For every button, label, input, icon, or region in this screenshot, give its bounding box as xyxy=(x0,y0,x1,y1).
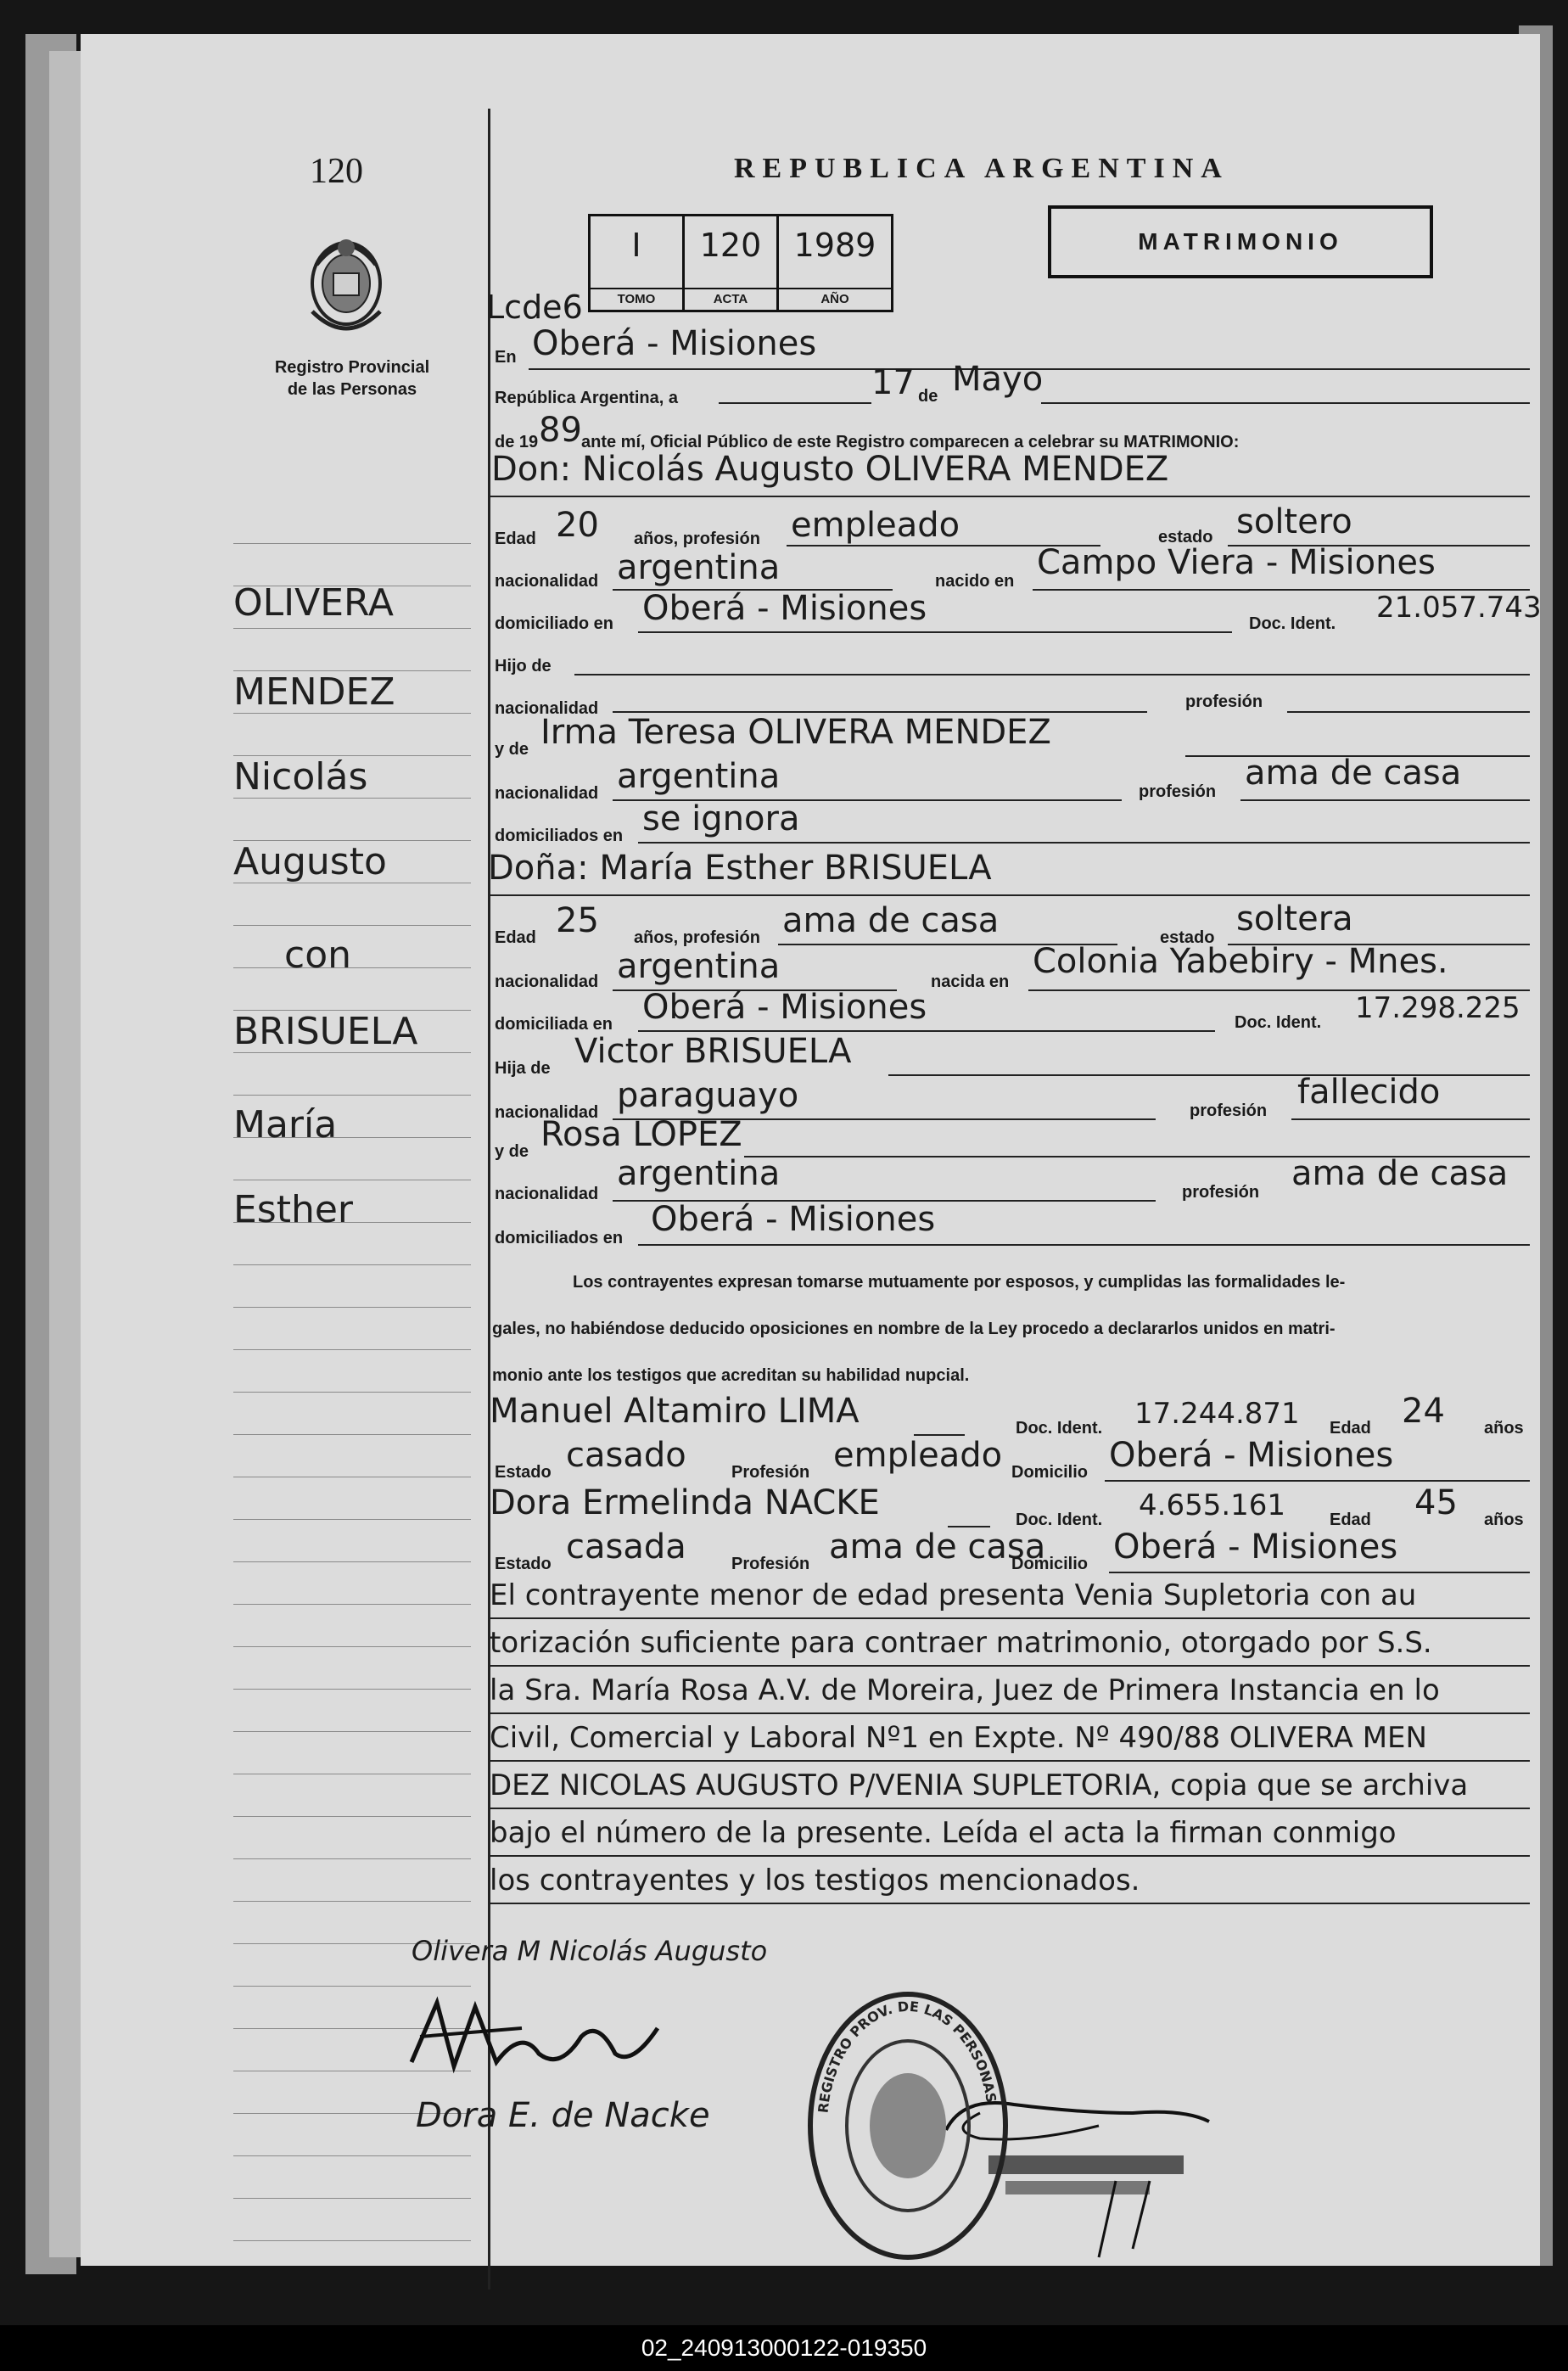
margin-rule xyxy=(233,543,471,544)
hijo-label: Hijo de xyxy=(495,657,552,675)
groom-mother: Irma Teresa OLIVERA MENDEZ xyxy=(540,713,1051,752)
acta-label: ACTA xyxy=(685,288,776,310)
registry-line-2: de las Personas xyxy=(287,380,417,399)
official-seal-stamp xyxy=(802,1986,1014,2266)
doc-label: Doc. Ident. xyxy=(1016,1511,1103,1529)
margin-name: MENDEZ xyxy=(233,670,395,714)
margin-rule xyxy=(233,1986,471,1987)
margin-rule xyxy=(233,1689,471,1690)
prefix-code: Lcde6 xyxy=(486,289,583,326)
bride-profession: ama de casa xyxy=(782,901,1000,940)
registry-label xyxy=(242,356,462,401)
margin-rule xyxy=(233,1604,471,1605)
bride-mother-profession: ama de casa xyxy=(1291,1154,1509,1193)
groom-name-row xyxy=(490,450,1535,501)
margin-name: Nicolás xyxy=(233,755,368,799)
bride-father-nationality: paraguayo xyxy=(617,1076,799,1115)
acta-value: 120 xyxy=(699,227,762,264)
groom-status: soltero xyxy=(1236,502,1352,541)
intro-prefix: de 19 xyxy=(495,433,539,451)
domicilio-label: Domicilio xyxy=(1011,1555,1089,1573)
bride-father: Victor BRISUELA xyxy=(574,1032,852,1071)
profesion-label: profesión xyxy=(1190,1101,1268,1120)
hija-label: Hija de xyxy=(495,1059,551,1078)
nacido-label: nacido en xyxy=(935,572,1015,591)
groom-mother-nationality: argentina xyxy=(617,757,781,796)
bride-parents-domicile-row xyxy=(490,1202,1535,1253)
witness2-status: casada xyxy=(566,1527,686,1567)
intro-text: ante mí, Oficial Público de este Registro comparecen a celebrar su MATRIMONIO: xyxy=(581,433,1240,451)
nacida-label: nacida en xyxy=(931,973,1010,991)
estado-label: estado xyxy=(1160,928,1215,947)
margin-rule xyxy=(233,1901,471,1902)
rule xyxy=(490,496,1530,497)
date-de-label: de xyxy=(918,387,938,406)
margin-rule xyxy=(233,1561,471,1562)
bride-mother-nationality: argentina xyxy=(617,1154,781,1193)
margin-rule xyxy=(233,2240,471,2241)
note-line: la Sra. María Rosa A.V. de Moreira, Juez de Primera Instancia en lo xyxy=(490,1673,1440,1707)
edad-label: Edad xyxy=(1330,1419,1371,1438)
date-label: República Argentina, a xyxy=(495,389,678,407)
place-label: En xyxy=(495,348,517,367)
date-day: 17 xyxy=(871,363,915,402)
groom-name: Don: Nicolás Augusto OLIVERA MENDEZ xyxy=(491,450,1169,489)
tomo-label: TOMO xyxy=(591,288,682,310)
tomo-value: I xyxy=(631,227,641,264)
bride-mother: Rosa LOPEZ xyxy=(540,1115,742,1154)
profesion-label: profesión xyxy=(1182,1183,1260,1202)
rule xyxy=(638,1244,1530,1246)
profesion-label: años, profesión xyxy=(634,530,760,548)
bride-status: soltera xyxy=(1236,900,1353,939)
bride-parents-domicile: Oberá - Misiones xyxy=(651,1200,936,1239)
witness1-age: 24 xyxy=(1402,1392,1445,1431)
coat-of-arms-icon xyxy=(300,231,393,341)
rule xyxy=(1041,402,1530,404)
domicilio-label: domiciliada en xyxy=(495,1015,613,1034)
signature-witness: Dora E. de Nacke xyxy=(416,2096,710,2135)
signature-bride xyxy=(403,1994,725,2079)
doc-label: Doc. Ident. xyxy=(1235,1013,1322,1032)
rule xyxy=(638,842,1530,844)
margin-rule xyxy=(233,925,471,926)
margin-rule xyxy=(233,967,471,968)
witness2-profession: ama de casa xyxy=(829,1527,1046,1567)
groom-birthplace: Campo Viera - Misiones xyxy=(1037,543,1436,582)
formal-text-line: gales, no habiéndose deducido oposiciones en nombre de la Ley procedo a declararlos unidos en matri- xyxy=(492,1320,1336,1338)
margin-rule xyxy=(233,1646,471,1647)
domiciliados-label: domiciliados en xyxy=(495,827,624,845)
profesion-label: años, profesión xyxy=(634,928,760,947)
estado-label: estado xyxy=(1158,528,1213,547)
doc-label: Doc. Ident. xyxy=(1249,614,1336,633)
margin-rule xyxy=(233,1307,471,1308)
record-type-box: MATRIMONIO xyxy=(1048,205,1433,278)
margin-name: BRISUELA xyxy=(233,1010,418,1053)
groom-age: 20 xyxy=(556,506,599,545)
yde-label: y de xyxy=(495,740,529,759)
bride-name-row xyxy=(490,849,1535,900)
bride-mother-nationality-row xyxy=(490,1154,1535,1208)
nacionalidad-label: nacionalidad xyxy=(495,1103,599,1122)
margin-name: OLIVERA xyxy=(233,581,394,625)
witness1-doc: 17.244.871 xyxy=(1134,1397,1300,1431)
profesion-label: profesión xyxy=(1139,782,1217,801)
note-line: Civil, Comercial y Laboral Nº1 en Expte. Nº 490/88 OLIVERA MEN xyxy=(490,1721,1427,1755)
rule xyxy=(719,402,871,404)
groom-parents-domicile: se ignora xyxy=(642,799,800,838)
rule xyxy=(490,1712,1530,1714)
note-line: DEZ NICOLAS AUGUSTO P/VENIA SUPLETORIA, copia que se archiva xyxy=(490,1768,1469,1802)
margin-name: Augusto xyxy=(233,840,387,883)
rule xyxy=(490,1665,1530,1667)
witness1-row xyxy=(490,1390,1535,1441)
note-line: los contrayentes y los testigos mencionados. xyxy=(490,1864,1140,1897)
anios-label: años xyxy=(1484,1511,1524,1529)
date-row xyxy=(490,360,1535,414)
formal-text-line: monio ante los testigos que acreditan su habilidad nupcial. xyxy=(492,1366,970,1385)
rule xyxy=(490,894,1530,896)
rule xyxy=(490,1617,1530,1619)
witness1-status: casado xyxy=(566,1436,686,1475)
groom-doc: 21.057.743 xyxy=(1376,591,1542,625)
anio-label: AÑO xyxy=(779,288,891,310)
edad-label: Edad xyxy=(495,530,536,548)
margin-rule xyxy=(233,1731,471,1732)
page-number: 120 xyxy=(310,152,363,191)
witness2-doc: 4.655.161 xyxy=(1139,1488,1286,1522)
doc-label: Doc. Ident. xyxy=(1016,1419,1103,1438)
witness1-profession: empleado xyxy=(833,1436,1003,1475)
margin-rule xyxy=(233,1434,471,1435)
witness1-name: Manuel Altamiro LIMA xyxy=(490,1392,860,1431)
witness2-domicile: Oberá - Misiones xyxy=(1113,1527,1398,1567)
groom-parents-domicile-row xyxy=(490,799,1535,850)
margin-name: con xyxy=(284,933,351,977)
anios-label: años xyxy=(1484,1419,1524,1438)
estado-label: Estado xyxy=(495,1463,552,1482)
header-title: REPUBLICA ARGENTINA xyxy=(734,153,1229,184)
rule xyxy=(1109,1572,1530,1573)
margin-rule xyxy=(233,1392,471,1393)
book-page-stack xyxy=(49,51,83,2257)
margin-rule xyxy=(233,1858,471,1859)
note-line: torización suficiente para contraer matrimonio, otorgado por S.S. xyxy=(490,1626,1432,1660)
record-number-box xyxy=(588,214,893,312)
margin-rule xyxy=(233,2198,471,2199)
date-month: Mayo xyxy=(952,360,1044,399)
witness1-domicile: Oberá - Misiones xyxy=(1109,1436,1394,1475)
margin-rule xyxy=(233,1264,471,1265)
estado-label: Estado xyxy=(495,1555,552,1573)
profesion-label: profesión xyxy=(1185,692,1263,711)
seal-text: REGISTRO PROV. DE LAS PERSONAS xyxy=(815,1998,1000,2114)
margin-rule xyxy=(233,1095,471,1096)
margin-rule xyxy=(233,1816,471,1817)
witness2-name: Dora Ermelinda NACKE xyxy=(490,1483,880,1522)
nacionalidad-label: nacionalidad xyxy=(495,699,599,718)
groom-domicile: Oberá - Misiones xyxy=(642,589,927,628)
rule xyxy=(490,1855,1530,1857)
nacionalidad-label: nacionalidad xyxy=(495,784,599,803)
groom-profession: empleado xyxy=(791,506,960,545)
witness2-details-row xyxy=(490,1526,1535,1577)
nacionalidad-label: nacionalidad xyxy=(495,1185,599,1203)
margin-rule xyxy=(233,628,471,629)
witness2-row xyxy=(490,1482,1535,1533)
groom-mother-profession: ama de casa xyxy=(1245,754,1462,793)
note-line: El contrayente menor de edad presenta Venia Supletoria con au xyxy=(490,1578,1417,1612)
domiciliados-label: domiciliados en xyxy=(495,1229,624,1247)
signature-groom: Olivera M Nicolás Augusto xyxy=(412,1935,768,1967)
profesion-label: Profesión xyxy=(731,1555,810,1573)
margin-name: María xyxy=(233,1103,338,1146)
place-value: Oberá - Misiones xyxy=(532,324,817,363)
bride-domicile: Oberá - Misiones xyxy=(642,988,927,1027)
profesion-label: Profesión xyxy=(731,1463,810,1482)
margin-rule xyxy=(233,1349,471,1350)
tomo-cell xyxy=(591,216,685,310)
anio-cell xyxy=(779,216,891,310)
bride-doc: 17.298.225 xyxy=(1355,991,1520,1025)
bride-domicile-row xyxy=(490,988,1535,1039)
witness2-age: 45 xyxy=(1414,1483,1458,1522)
domicilio-label: Domicilio xyxy=(1011,1463,1089,1482)
formal-text-line: Los contrayentes expresan tomarse mutuamente por esposos, y cumplidas las formalidades le- xyxy=(573,1273,1346,1292)
groom-nationality: argentina xyxy=(617,548,781,587)
witness1-details-row xyxy=(490,1434,1535,1485)
nacionalidad-label: nacionalidad xyxy=(495,572,599,591)
bride-father-profession: fallecido xyxy=(1297,1073,1441,1112)
margin-rule xyxy=(233,2155,471,2156)
bride-age: 25 xyxy=(556,901,599,940)
edad-label: Edad xyxy=(495,928,536,947)
margin-name: Esther xyxy=(233,1188,354,1231)
register-page xyxy=(81,34,1540,2266)
edad-label: Edad xyxy=(1330,1511,1371,1529)
intro-year: 89 xyxy=(539,411,582,450)
rule xyxy=(490,1808,1530,1809)
image-caption: 02_240913000122-019350 xyxy=(0,2325,1568,2371)
bride-name: Doña: María Esther BRISUELA xyxy=(488,849,992,888)
domicilio-label: domiciliado en xyxy=(495,614,614,633)
nacionalidad-label: nacionalidad xyxy=(495,973,599,991)
rule xyxy=(490,1903,1530,1904)
note-line: bajo el número de la presente. Leída el acta la firman conmigo xyxy=(490,1816,1397,1850)
anio-value: 1989 xyxy=(793,227,876,264)
bride-birthplace: Colonia Yabebiry - Mnes. xyxy=(1033,942,1448,981)
margin-rule xyxy=(233,1519,471,1520)
acta-cell xyxy=(685,216,779,310)
rule xyxy=(490,1760,1530,1762)
bride-nationality: argentina xyxy=(617,947,781,986)
registry-line-1: Registro Provincial xyxy=(274,358,430,377)
yde-label: y de xyxy=(495,1142,529,1161)
